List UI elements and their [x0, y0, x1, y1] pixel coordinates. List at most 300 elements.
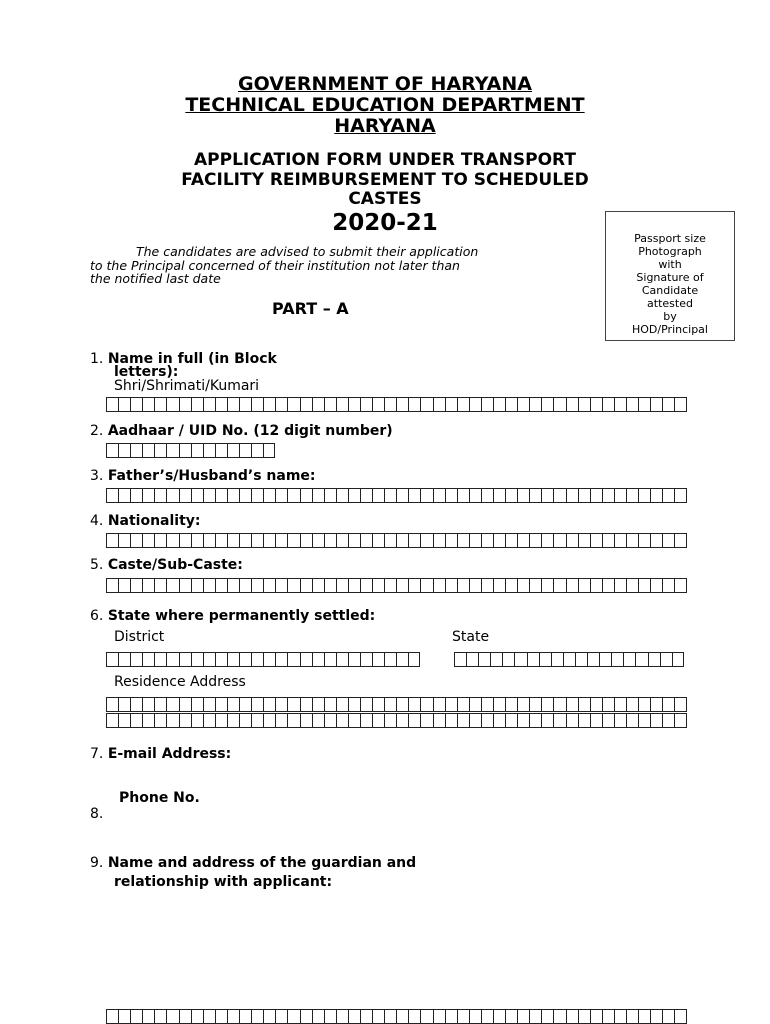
char-box[interactable] [203, 713, 215, 728]
char-box[interactable] [420, 397, 432, 412]
char-box[interactable] [566, 533, 578, 548]
guardian-input-boxes[interactable] [106, 1009, 687, 1024]
char-box[interactable] [142, 713, 154, 728]
char-box[interactable] [590, 578, 602, 593]
char-box[interactable] [635, 652, 647, 667]
char-box[interactable] [179, 697, 191, 712]
char-box[interactable] [481, 578, 493, 593]
char-box[interactable] [179, 488, 191, 503]
char-box[interactable] [324, 1009, 336, 1024]
char-box[interactable] [166, 578, 178, 593]
char-box[interactable] [614, 488, 626, 503]
char-box[interactable] [287, 1009, 299, 1024]
char-box[interactable] [384, 652, 396, 667]
char-box[interactable] [553, 488, 565, 503]
char-box[interactable] [348, 578, 360, 593]
char-box[interactable] [445, 397, 457, 412]
char-box[interactable] [529, 488, 541, 503]
char-box[interactable] [650, 397, 662, 412]
char-box[interactable] [420, 1009, 432, 1024]
char-box[interactable] [602, 533, 614, 548]
char-box[interactable] [191, 397, 203, 412]
char-box[interactable] [505, 697, 517, 712]
char-box[interactable] [662, 533, 674, 548]
char-box[interactable] [179, 443, 191, 458]
char-box[interactable] [227, 1009, 239, 1024]
char-box[interactable] [614, 1009, 626, 1024]
char-box[interactable] [191, 697, 203, 712]
char-box[interactable] [420, 533, 432, 548]
char-box[interactable] [179, 578, 191, 593]
char-box[interactable] [420, 578, 432, 593]
char-box[interactable] [130, 443, 142, 458]
char-box[interactable] [360, 713, 372, 728]
char-box[interactable] [650, 488, 662, 503]
char-box[interactable] [493, 533, 505, 548]
char-box[interactable] [578, 397, 590, 412]
char-box[interactable] [566, 713, 578, 728]
char-box[interactable] [287, 578, 299, 593]
char-box[interactable] [372, 1009, 384, 1024]
char-box[interactable] [118, 488, 130, 503]
char-box[interactable] [408, 652, 420, 667]
char-box[interactable] [457, 697, 469, 712]
char-box[interactable] [674, 713, 686, 728]
char-box[interactable] [300, 397, 312, 412]
char-box[interactable] [493, 397, 505, 412]
char-box[interactable] [384, 713, 396, 728]
name-input-boxes[interactable] [106, 397, 687, 412]
char-box[interactable] [275, 652, 287, 667]
char-box[interactable] [142, 488, 154, 503]
char-box[interactable] [312, 1009, 324, 1024]
char-box[interactable] [142, 397, 154, 412]
char-box[interactable] [590, 1009, 602, 1024]
char-box[interactable] [154, 697, 166, 712]
char-box[interactable] [662, 488, 674, 503]
char-box[interactable] [239, 713, 251, 728]
char-box[interactable] [312, 697, 324, 712]
char-box[interactable] [566, 488, 578, 503]
char-box[interactable] [166, 533, 178, 548]
char-box[interactable] [408, 713, 420, 728]
char-box[interactable] [469, 697, 481, 712]
char-box[interactable] [396, 1009, 408, 1024]
char-box[interactable] [493, 488, 505, 503]
caste-input-boxes[interactable] [106, 578, 687, 593]
char-box[interactable] [626, 533, 638, 548]
char-box[interactable] [324, 697, 336, 712]
char-box[interactable] [118, 1009, 130, 1024]
char-box[interactable] [191, 578, 203, 593]
char-box[interactable] [130, 578, 142, 593]
char-box[interactable] [469, 1009, 481, 1024]
char-box[interactable] [300, 652, 312, 667]
char-box[interactable] [638, 397, 650, 412]
char-box[interactable] [360, 488, 372, 503]
char-box[interactable] [300, 533, 312, 548]
char-box[interactable] [348, 397, 360, 412]
char-box[interactable] [408, 1009, 420, 1024]
char-box[interactable] [287, 697, 299, 712]
char-box[interactable] [312, 652, 324, 667]
char-box[interactable] [154, 713, 166, 728]
char-box[interactable] [541, 578, 553, 593]
char-box[interactable] [553, 1009, 565, 1024]
char-box[interactable] [166, 697, 178, 712]
char-box[interactable] [493, 713, 505, 728]
char-box[interactable] [215, 397, 227, 412]
char-box[interactable] [614, 713, 626, 728]
char-box[interactable] [118, 443, 130, 458]
char-box[interactable] [626, 713, 638, 728]
char-box[interactable] [384, 578, 396, 593]
char-box[interactable] [433, 578, 445, 593]
char-box[interactable] [408, 578, 420, 593]
char-box[interactable] [215, 697, 227, 712]
char-box[interactable] [360, 652, 372, 667]
char-box[interactable] [142, 533, 154, 548]
char-box[interactable] [602, 697, 614, 712]
char-box[interactable] [154, 652, 166, 667]
char-box[interactable] [251, 533, 263, 548]
char-box[interactable] [650, 697, 662, 712]
char-box[interactable] [457, 713, 469, 728]
char-box[interactable] [239, 578, 251, 593]
char-box[interactable] [578, 697, 590, 712]
char-box[interactable] [650, 1009, 662, 1024]
char-box[interactable] [275, 578, 287, 593]
char-box[interactable] [662, 1009, 674, 1024]
char-box[interactable] [227, 697, 239, 712]
char-box[interactable] [227, 443, 239, 458]
char-box[interactable] [638, 1009, 650, 1024]
char-box[interactable] [324, 397, 336, 412]
char-box[interactable] [481, 397, 493, 412]
char-box[interactable] [650, 533, 662, 548]
char-box[interactable] [611, 652, 623, 667]
char-box[interactable] [142, 652, 154, 667]
char-box[interactable] [106, 488, 118, 503]
char-box[interactable] [466, 652, 478, 667]
char-box[interactable] [590, 697, 602, 712]
char-box[interactable] [203, 443, 215, 458]
char-box[interactable] [227, 533, 239, 548]
char-box[interactable] [106, 652, 118, 667]
char-box[interactable] [263, 443, 275, 458]
char-box[interactable] [602, 713, 614, 728]
char-box[interactable] [263, 533, 275, 548]
char-box[interactable] [106, 713, 118, 728]
char-box[interactable] [191, 713, 203, 728]
char-box[interactable] [166, 652, 178, 667]
char-box[interactable] [360, 533, 372, 548]
char-box[interactable] [529, 713, 541, 728]
char-box[interactable] [215, 652, 227, 667]
char-box[interactable] [445, 533, 457, 548]
char-box[interactable] [638, 578, 650, 593]
char-box[interactable] [433, 713, 445, 728]
char-box[interactable] [372, 713, 384, 728]
char-box[interactable] [553, 533, 565, 548]
char-box[interactable] [154, 1009, 166, 1024]
char-box[interactable] [505, 533, 517, 548]
char-box[interactable] [372, 533, 384, 548]
char-box[interactable] [263, 652, 275, 667]
char-box[interactable] [166, 713, 178, 728]
char-box[interactable] [493, 697, 505, 712]
char-box[interactable] [490, 652, 502, 667]
char-box[interactable] [541, 697, 553, 712]
residence-address-boxes-row-1[interactable] [106, 697, 687, 712]
char-box[interactable] [614, 578, 626, 593]
char-box[interactable] [551, 652, 563, 667]
char-box[interactable] [203, 1009, 215, 1024]
char-box[interactable] [263, 397, 275, 412]
char-box[interactable] [502, 652, 514, 667]
char-box[interactable] [360, 397, 372, 412]
char-box[interactable] [191, 1009, 203, 1024]
char-box[interactable] [408, 697, 420, 712]
char-box[interactable] [433, 697, 445, 712]
char-box[interactable] [106, 697, 118, 712]
char-box[interactable] [674, 578, 686, 593]
char-box[interactable] [106, 578, 118, 593]
char-box[interactable] [312, 488, 324, 503]
char-box[interactable] [287, 533, 299, 548]
char-box[interactable] [336, 697, 348, 712]
char-box[interactable] [396, 713, 408, 728]
char-box[interactable] [433, 397, 445, 412]
char-box[interactable] [227, 713, 239, 728]
char-box[interactable] [191, 533, 203, 548]
char-box[interactable] [469, 397, 481, 412]
char-box[interactable] [396, 488, 408, 503]
char-box[interactable] [445, 697, 457, 712]
char-box[interactable] [275, 533, 287, 548]
char-box[interactable] [505, 578, 517, 593]
char-box[interactable] [251, 488, 263, 503]
char-box[interactable] [384, 397, 396, 412]
char-box[interactable] [445, 1009, 457, 1024]
char-box[interactable] [566, 1009, 578, 1024]
char-box[interactable] [566, 397, 578, 412]
char-box[interactable] [203, 652, 215, 667]
char-box[interactable] [517, 578, 529, 593]
char-box[interactable] [626, 697, 638, 712]
char-box[interactable] [106, 397, 118, 412]
char-box[interactable] [179, 652, 191, 667]
char-box[interactable] [166, 443, 178, 458]
char-box[interactable] [239, 488, 251, 503]
char-box[interactable] [575, 652, 587, 667]
char-box[interactable] [481, 697, 493, 712]
char-box[interactable] [215, 1009, 227, 1024]
char-box[interactable] [420, 697, 432, 712]
char-box[interactable] [106, 533, 118, 548]
char-box[interactable] [336, 1009, 348, 1024]
char-box[interactable] [154, 443, 166, 458]
char-box[interactable] [517, 1009, 529, 1024]
char-box[interactable] [300, 1009, 312, 1024]
char-box[interactable] [541, 488, 553, 503]
char-box[interactable] [227, 578, 239, 593]
char-box[interactable] [469, 713, 481, 728]
char-box[interactable] [408, 533, 420, 548]
char-box[interactable] [396, 578, 408, 593]
char-box[interactable] [578, 533, 590, 548]
char-box[interactable] [602, 1009, 614, 1024]
char-box[interactable] [541, 397, 553, 412]
char-box[interactable] [300, 488, 312, 503]
char-box[interactable] [602, 397, 614, 412]
char-box[interactable] [336, 713, 348, 728]
char-box[interactable] [287, 713, 299, 728]
char-box[interactable] [445, 488, 457, 503]
char-box[interactable] [287, 397, 299, 412]
char-box[interactable] [154, 488, 166, 503]
char-box[interactable] [662, 713, 674, 728]
char-box[interactable] [130, 488, 142, 503]
char-box[interactable] [578, 488, 590, 503]
char-box[interactable] [529, 578, 541, 593]
char-box[interactable] [505, 713, 517, 728]
char-box[interactable] [529, 697, 541, 712]
char-box[interactable] [118, 533, 130, 548]
char-box[interactable] [674, 1009, 686, 1024]
char-box[interactable] [457, 1009, 469, 1024]
char-box[interactable] [578, 713, 590, 728]
char-box[interactable] [420, 488, 432, 503]
char-box[interactable] [275, 488, 287, 503]
char-box[interactable] [227, 488, 239, 503]
char-box[interactable] [166, 397, 178, 412]
char-box[interactable] [457, 488, 469, 503]
nationality-input-boxes[interactable] [106, 533, 687, 548]
char-box[interactable] [384, 697, 396, 712]
char-box[interactable] [239, 652, 251, 667]
char-box[interactable] [130, 397, 142, 412]
char-box[interactable] [130, 1009, 142, 1024]
char-box[interactable] [553, 697, 565, 712]
char-box[interactable] [481, 488, 493, 503]
char-box[interactable] [408, 397, 420, 412]
char-box[interactable] [469, 533, 481, 548]
char-box[interactable] [672, 652, 684, 667]
char-box[interactable] [179, 713, 191, 728]
char-box[interactable] [179, 1009, 191, 1024]
char-box[interactable] [154, 533, 166, 548]
char-box[interactable] [433, 1009, 445, 1024]
char-box[interactable] [275, 397, 287, 412]
char-box[interactable] [396, 697, 408, 712]
char-box[interactable] [445, 713, 457, 728]
char-box[interactable] [179, 397, 191, 412]
char-box[interactable] [517, 713, 529, 728]
char-box[interactable] [300, 713, 312, 728]
char-box[interactable] [372, 488, 384, 503]
char-box[interactable] [553, 397, 565, 412]
char-box[interactable] [263, 713, 275, 728]
char-box[interactable] [457, 578, 469, 593]
char-box[interactable] [505, 1009, 517, 1024]
char-box[interactable] [674, 533, 686, 548]
char-box[interactable] [539, 652, 551, 667]
char-box[interactable] [590, 713, 602, 728]
char-box[interactable] [312, 397, 324, 412]
char-box[interactable] [481, 1009, 493, 1024]
char-box[interactable] [662, 397, 674, 412]
char-box[interactable] [118, 713, 130, 728]
char-box[interactable] [324, 488, 336, 503]
char-box[interactable] [130, 713, 142, 728]
char-box[interactable] [454, 652, 466, 667]
char-box[interactable] [251, 697, 263, 712]
char-box[interactable] [614, 697, 626, 712]
char-box[interactable] [348, 488, 360, 503]
char-box[interactable] [336, 578, 348, 593]
char-box[interactable] [481, 713, 493, 728]
char-box[interactable] [457, 397, 469, 412]
char-box[interactable] [517, 697, 529, 712]
char-box[interactable] [517, 488, 529, 503]
char-box[interactable] [384, 533, 396, 548]
char-box[interactable] [239, 697, 251, 712]
char-box[interactable] [360, 697, 372, 712]
char-box[interactable] [674, 488, 686, 503]
state-input-boxes[interactable] [454, 652, 684, 667]
char-box[interactable] [336, 533, 348, 548]
char-box[interactable] [191, 443, 203, 458]
char-box[interactable] [650, 578, 662, 593]
char-box[interactable] [384, 488, 396, 503]
char-box[interactable] [517, 533, 529, 548]
char-box[interactable] [674, 397, 686, 412]
residence-address-boxes-row-2[interactable] [106, 713, 687, 728]
char-box[interactable] [541, 533, 553, 548]
char-box[interactable] [251, 443, 263, 458]
char-box[interactable] [541, 1009, 553, 1024]
char-box[interactable] [324, 578, 336, 593]
char-box[interactable] [300, 578, 312, 593]
char-box[interactable] [469, 578, 481, 593]
char-box[interactable] [312, 713, 324, 728]
char-box[interactable] [336, 488, 348, 503]
char-box[interactable] [287, 488, 299, 503]
char-box[interactable] [142, 443, 154, 458]
char-box[interactable] [215, 713, 227, 728]
char-box[interactable] [179, 533, 191, 548]
char-box[interactable] [215, 533, 227, 548]
char-box[interactable] [251, 578, 263, 593]
char-box[interactable] [478, 652, 490, 667]
char-box[interactable] [263, 1009, 275, 1024]
char-box[interactable] [239, 533, 251, 548]
char-box[interactable] [493, 1009, 505, 1024]
char-box[interactable] [263, 488, 275, 503]
char-box[interactable] [166, 488, 178, 503]
char-box[interactable] [408, 488, 420, 503]
char-box[interactable] [372, 652, 384, 667]
char-box[interactable] [457, 533, 469, 548]
char-box[interactable] [106, 1009, 118, 1024]
char-box[interactable] [396, 397, 408, 412]
char-box[interactable] [312, 578, 324, 593]
char-box[interactable] [590, 533, 602, 548]
char-box[interactable] [481, 533, 493, 548]
char-box[interactable] [599, 652, 611, 667]
char-box[interactable] [239, 1009, 251, 1024]
